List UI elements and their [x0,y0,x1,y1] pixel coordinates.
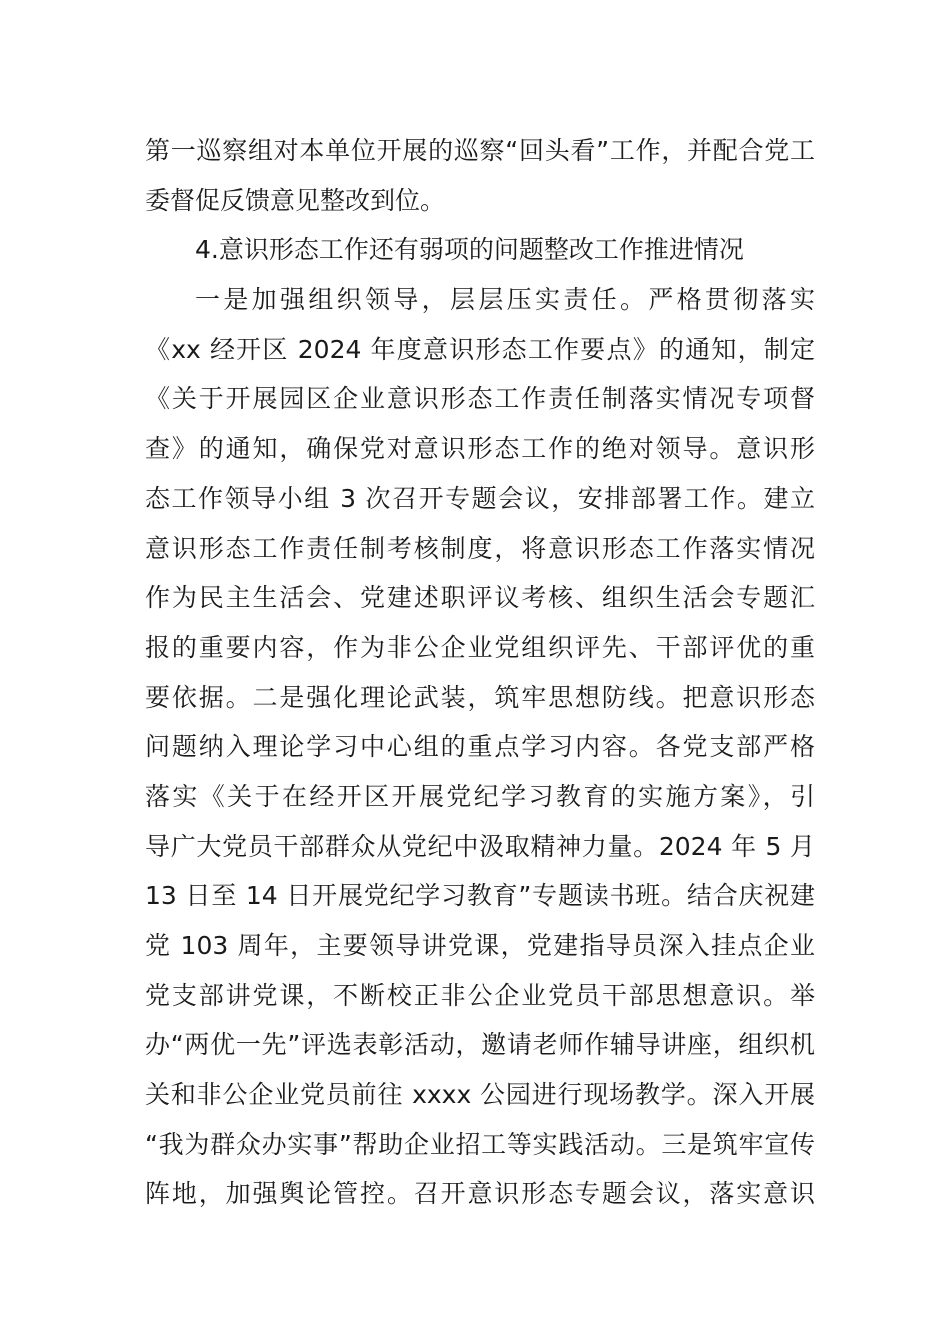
document-body [145,126,815,1219]
text-line: 《xx 经开区 2024 年度意识形态工作要点》的通知，制定 [145,334,815,364]
text-line: 问题纳入理论学习中心组的重点学习内容。各党支部严格 [145,732,815,762]
text-line: 一是加强组织领导，层层压实责任。严格贯彻落实 [195,285,815,315]
text-line: 党支部讲党课，不断校正非公企业党员干部思想意识。举 [145,980,815,1010]
text-line: 第一巡察组对本单位开展的巡察“回头看”工作，并配合党工 [145,136,815,165]
text-line: 党 103 周年，主要领导讲党课，党建指导员深入挂点企业 [145,931,815,960]
section-heading: 4.意识形态工作还有弱项的问题整改工作推进情况 [195,235,744,265]
text-line: 要依据。二是强化理论武装，筑牢思想防线。把意识形态 [145,682,815,712]
text-line: 报的重要内容，作为非公企业党组织评先、干部评优的重 [145,632,815,662]
text-line: 办“两优一先”评选表彰活动，邀请老师作辅导讲座，组织机 [145,1030,815,1060]
text-line: 查》的通知，确保党对意识形态工作的绝对领导。意识形 [145,434,815,464]
text-line: 阵地，加强舆论管控。召开意识形态专题会议，落实意识 [145,1179,815,1209]
text-line: 意识形态工作责任制考核制度，将意识形态工作落实情况 [145,533,815,563]
text-line: 落实《关于在经开区开展党纪学习教育的实施方案》，引 [145,781,815,811]
text-line: 作为民主生活会、党建述职评议考核、组织生活会专题汇 [145,583,815,613]
text-line: 《关于开展园区企业意识形态工作责任制落实情况专项督 [145,384,815,414]
text-line: 导广大党员干部群众从党纪中汲取精神力量。2024 年 5 月 [145,831,815,861]
text-line: “我为群众办实事”帮助企业招工等实践活动。三是筑牢宣传 [145,1129,815,1159]
text-line: 关和非公企业党员前往 xxxx 公园进行现场教学。深入开展 [145,1080,815,1110]
text-line: 13 日至 14 日开展党纪学习教育”专题读书班。结合庆祝建 [145,881,815,911]
text-line: 委督促反馈意见整改到位。 [145,185,446,215]
text-line: 态工作领导小组 3 次召开专题会议，安排部署工作。建立 [145,483,815,513]
